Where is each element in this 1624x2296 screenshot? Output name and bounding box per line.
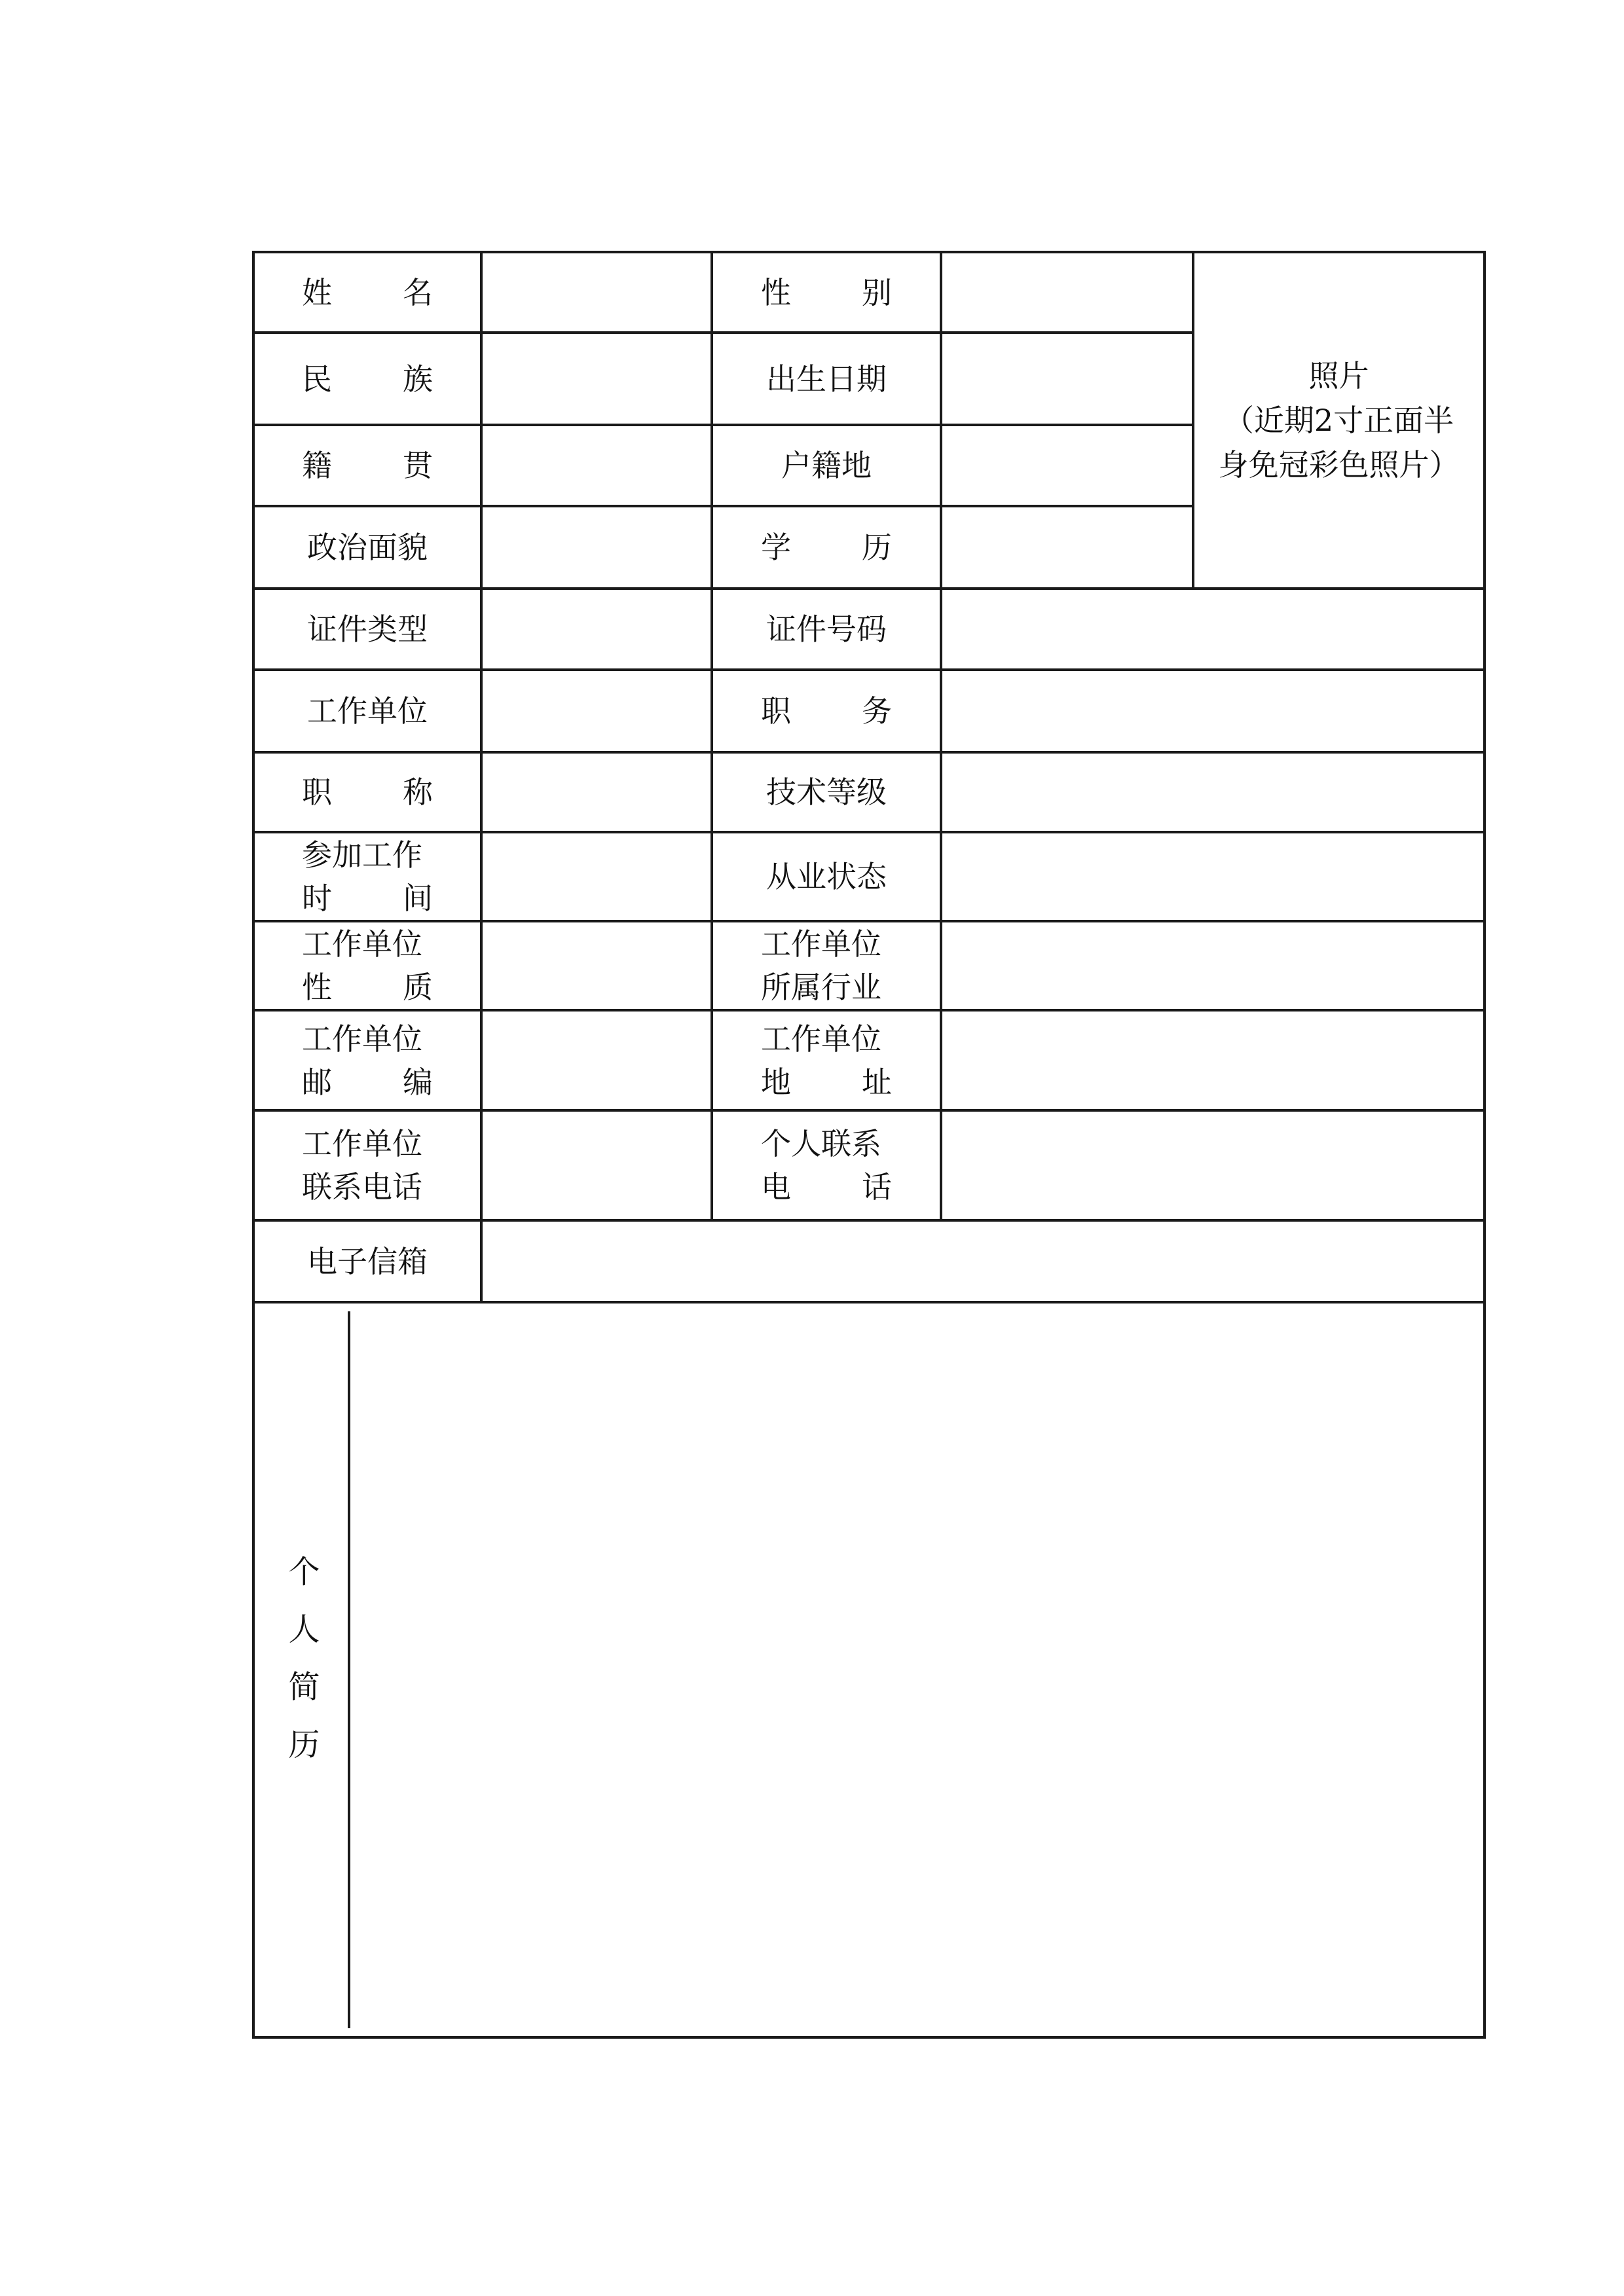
id-number-field-cell[interactable] [941,589,1485,670]
position-input[interactable] [942,698,1483,728]
photo-cell[interactable] [1193,252,1485,589]
position-field-cell[interactable] [941,670,1485,752]
id-type-input[interactable] [483,616,710,646]
resume-row [253,1302,1485,2037]
position-label-cell [712,670,941,752]
employer-postcode-input[interactable] [483,1048,710,1078]
name-field-cell[interactable] [481,252,712,333]
personal-phone-input[interactable] [942,1152,1483,1182]
title-label-cell [253,752,481,832]
ethnicity-label: 民族 [302,361,433,397]
employer-field-cell[interactable] [481,670,712,752]
personal-phone-label-line2: 电话 [761,1169,892,1205]
resume-label-column [255,1311,350,2028]
title-field-cell[interactable] [481,752,712,832]
birthdate-field-cell[interactable] [941,333,1193,425]
birthdate-label: 出生日期 [766,361,887,397]
personal-phone-label [761,1122,892,1209]
resume-inner [255,1311,1483,2028]
resume-label: 个人简历 [283,1554,320,1785]
gender-label: 性别 [761,274,892,310]
education-input[interactable] [942,534,1192,564]
employer-postcode-label-line1: 工作单位 [302,1021,422,1057]
personal-phone-field-cell[interactable] [941,1110,1485,1220]
employer-industry-label-line1: 工作单位 [761,926,881,962]
employer-phone-label [302,1122,433,1209]
id-number-label: 证件号码 [766,611,887,647]
employer-nature-label-cell [253,921,481,1010]
employer-address-input[interactable] [942,1048,1483,1078]
resume-field-area[interactable] [350,1311,1483,2028]
personal-phone-label-line1: 个人联系 [761,1126,881,1161]
employer-address-field-cell[interactable] [941,1010,1485,1110]
employer-industry-input[interactable] [942,953,1483,983]
employment-status-input[interactable] [942,864,1483,894]
tech-level-input[interactable] [942,779,1483,809]
photo-placeholder [1194,354,1483,487]
photo-note-line1: （近期2寸正面半 [1223,403,1454,438]
employer-nature-field-cell[interactable] [481,921,712,1010]
tech-level-label-cell [712,752,941,832]
name-label-cell [253,252,481,333]
employer-postcode-field-cell[interactable] [481,1010,712,1110]
employer-nature-label-line1: 工作单位 [302,926,422,962]
tech-level-field-cell[interactable] [941,752,1485,832]
employer-address-label-line1: 工作单位 [761,1021,881,1057]
employer-address-label-line2: 地址 [761,1064,892,1100]
id-type-label: 证件类型 [307,611,428,647]
employer-postcode-label-line2: 邮编 [302,1064,433,1100]
employer-industry-label [761,922,892,1009]
employer-postcode-label [302,1017,433,1104]
name-input[interactable] [483,280,710,310]
work-start-label-line2: 时间 [302,881,433,916]
email-label-cell [253,1220,481,1302]
photo-note-line2: 身免冠彩色照片） [1218,447,1460,483]
personal-phone-label-cell [712,1110,941,1220]
id-number-label-cell [712,589,941,670]
employment-status-label-cell [712,832,941,921]
employment-status-label: 从业状态 [766,859,887,894]
email-field-cell[interactable] [481,1220,1485,1302]
work-start-input[interactable] [483,864,710,894]
employer-label: 工作单位 [307,693,428,729]
employer-address-label-cell [712,1010,941,1110]
native-place-input[interactable] [483,452,710,483]
household-label-cell [712,425,941,506]
email-label: 电子信箱 [307,1243,428,1279]
employer-nature-label [302,922,433,1009]
employer-input[interactable] [483,698,710,728]
political-label-cell [253,506,481,589]
gender-field-cell[interactable] [941,252,1193,333]
employer-phone-label-cell [253,1110,481,1220]
photo-title: 照片 [1308,358,1369,393]
gender-label-cell [712,252,941,333]
political-status-label: 政治面貌 [307,530,428,565]
work-start-label-line1: 参加工作 [302,837,422,873]
id-type-label-cell [253,589,481,670]
tech-level-label: 技术等级 [766,774,887,810]
ethnicity-label-cell [253,333,481,425]
email-input[interactable] [483,1248,1483,1279]
employer-nature-label-line2: 性质 [302,970,433,1005]
employer-label-cell [253,670,481,752]
position-label: 职务 [761,693,892,729]
employer-industry-label-cell [712,921,941,1010]
education-label: 学历 [761,530,892,565]
work-start-label [302,833,433,920]
birthdate-input[interactable] [942,366,1192,396]
employer-industry-label-line2: 所属行业 [761,970,881,1005]
employer-phone-input[interactable] [483,1152,710,1182]
political-field-cell[interactable] [481,506,712,589]
education-label-cell [712,506,941,589]
birthdate-label-cell [712,333,941,425]
id-type-field-cell[interactable] [481,589,712,670]
household-field-cell[interactable] [941,425,1193,506]
household-label: 户籍地 [781,448,872,483]
employer-nature-input[interactable] [483,953,710,983]
registration-form-table [252,251,1486,2039]
employer-phone-label-line1: 工作单位 [302,1126,422,1161]
work-start-field-cell[interactable] [481,832,712,921]
name-label: 姓名 [302,274,433,310]
work-start-label-cell [253,832,481,921]
id-number-input[interactable] [942,616,1483,646]
employer-phone-field-cell[interactable] [481,1110,712,1220]
employer-postcode-label-cell [253,1010,481,1110]
political-status-input[interactable] [483,534,710,564]
education-field-cell[interactable] [941,506,1193,589]
ethnicity-field-cell[interactable] [481,333,712,425]
employer-address-label [761,1017,892,1104]
gender-input[interactable] [942,280,1192,310]
household-input[interactable] [942,452,1192,483]
resume-textarea[interactable] [350,1311,1483,2028]
employer-industry-field-cell[interactable] [941,921,1485,1010]
employer-phone-label-line2: 联系电话 [302,1169,422,1205]
professional-title-label: 职称 [302,774,433,810]
native-place-field-cell[interactable] [481,425,712,506]
native-place-label: 籍贯 [302,448,433,483]
professional-title-input[interactable] [483,779,710,809]
ethnicity-input[interactable] [483,366,710,396]
employment-status-field-cell[interactable] [941,832,1485,921]
native-place-label-cell [253,425,481,506]
